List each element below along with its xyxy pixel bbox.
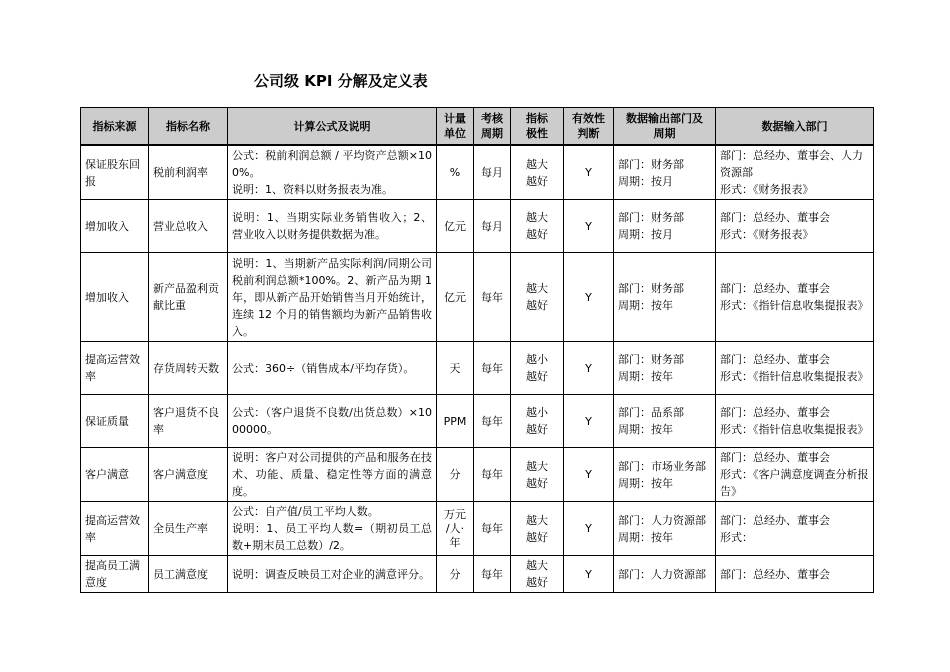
header-validity: 有效性 判断 <box>564 108 614 146</box>
cell-polarity: 越小 越好 <box>511 395 564 448</box>
header-name: 指标名称 <box>149 108 228 146</box>
cell-source: 保证质量 <box>81 395 149 448</box>
table-row <box>81 342 874 395</box>
cell-validity: Y <box>564 448 614 502</box>
cell-input: 部门：总经办、董事会 形式：《客户满意度调查分析报告》 <box>716 448 874 502</box>
cell-output: 部门：财务部 周期：按月 <box>614 145 716 200</box>
cell-unit: 分 <box>437 448 474 502</box>
cell-name: 全员生产率 <box>149 502 228 556</box>
cell-period: 每月 <box>474 145 511 200</box>
cell-name: 新产品盈利贡献比重 <box>149 253 228 342</box>
cell-period: 每年 <box>474 253 511 342</box>
cell-unit: % <box>437 145 474 200</box>
cell-name: 税前利润率 <box>149 145 228 200</box>
header-period: 考核 周期 <box>474 108 511 146</box>
cell-output: 部门：人力资源部 <box>614 556 716 593</box>
header-row <box>81 108 874 146</box>
header-unit: 计量 单位 <box>437 108 474 146</box>
cell-name: 客户退货不良率 <box>149 395 228 448</box>
cell-source: 保证股东回报 <box>81 145 149 200</box>
cell-unit: 亿元 <box>437 253 474 342</box>
cell-output: 部门：市场业务部 周期：按年 <box>614 448 716 502</box>
header-polarity: 指标 极性 <box>511 108 564 146</box>
cell-period: 每年 <box>474 448 511 502</box>
cell-period: 每年 <box>474 395 511 448</box>
table-row <box>81 395 874 448</box>
cell-input: 部门：总经办、董事会 形式：《指针信息收集提报表》 <box>716 395 874 448</box>
cell-output: 部门：人力资源部 周期：按年 <box>614 502 716 556</box>
cell-formula: 公式：360÷（销售成本/平均存货）。 <box>228 342 437 395</box>
cell-output: 部门：财务部 周期：按年 <box>614 253 716 342</box>
cell-name: 营业总收入 <box>149 200 228 253</box>
header-input: 数据输入部门 <box>716 108 874 146</box>
cell-polarity: 越大 越好 <box>511 200 564 253</box>
cell-polarity: 越大 越好 <box>511 502 564 556</box>
cell-period: 每年 <box>474 556 511 593</box>
cell-polarity: 越大 越好 <box>511 253 564 342</box>
cell-period: 每年 <box>474 502 511 556</box>
cell-formula: 说明：客户对公司提供的产品和服务在技术、功能、质量、稳定性等方面的满意度。 <box>228 448 437 502</box>
cell-unit: 天 <box>437 342 474 395</box>
cell-name: 存货周转天数 <box>149 342 228 395</box>
document-title: 公司级 KPI 分解及定义表 <box>254 72 428 90</box>
cell-formula: 公式：税前利润总额 / 平均资产总额×100%。 说明：1、资料以财务报表为准。 <box>228 145 437 200</box>
cell-output: 部门：财务部 周期：按年 <box>614 342 716 395</box>
cell-formula: 公式：（客户退货不良数/出货总数）×1000000。 <box>228 395 437 448</box>
cell-validity: Y <box>564 556 614 593</box>
table-row <box>81 502 874 556</box>
cell-name: 员工满意度 <box>149 556 228 593</box>
cell-source: 客户满意 <box>81 448 149 502</box>
cell-period: 每年 <box>474 342 511 395</box>
cell-input: 部门：总经办、董事会 形式：《指针信息收集提报表》 <box>716 342 874 395</box>
cell-source: 增加收入 <box>81 253 149 342</box>
table-row <box>81 556 874 593</box>
cell-formula: 公式：自产值/员工平均人数。 说明：1、员工平均人数=（期初员工总数+期末员工总数）/2。 <box>228 502 437 556</box>
cell-source: 增加收入 <box>81 200 149 253</box>
cell-name: 客户满意度 <box>149 448 228 502</box>
cell-validity: Y <box>564 342 614 395</box>
cell-source: 提高运营效率 <box>81 502 149 556</box>
cell-period: 每月 <box>474 200 511 253</box>
table-row <box>81 253 874 342</box>
table-row <box>81 145 874 200</box>
cell-formula: 说明：1、当期新产品实际利润/同期公司税前利润总额*100%。2、新产品为期 1 年，即从新产品开始销售当月开始统计，连续 12 个月的销售额均为新产品销售收入。 <box>228 253 437 342</box>
header-source: 指标来源 <box>81 108 149 146</box>
header-output: 数据输出部门及 周期 <box>614 108 716 146</box>
cell-unit: 分 <box>437 556 474 593</box>
table-row <box>81 448 874 502</box>
cell-output: 部门：品系部 周期：按年 <box>614 395 716 448</box>
kpi-table <box>80 107 874 593</box>
cell-unit: 亿元 <box>437 200 474 253</box>
cell-validity: Y <box>564 253 614 342</box>
cell-formula: 说明：调查反映员工对企业的满意评分。 <box>228 556 437 593</box>
cell-validity: Y <box>564 502 614 556</box>
cell-source: 提高员工满意度 <box>81 556 149 593</box>
cell-polarity: 越大 越好 <box>511 448 564 502</box>
cell-input: 部门：总经办、董事会 形式： <box>716 502 874 556</box>
cell-polarity: 越大 越好 <box>511 556 564 593</box>
cell-validity: Y <box>564 200 614 253</box>
cell-output: 部门：财务部 周期：按月 <box>614 200 716 253</box>
cell-unit: PPM <box>437 395 474 448</box>
cell-unit: 万元 /人· 年 <box>437 502 474 556</box>
table-row <box>81 200 874 253</box>
cell-input: 部门：总经办、董事会 <box>716 556 874 593</box>
cell-input: 部门：总经办、董事会、人力资源部 形式：《财务报表》 <box>716 145 874 200</box>
cell-polarity: 越大 越好 <box>511 145 564 200</box>
cell-input: 部门：总经办、董事会 形式：《财务报表》 <box>716 200 874 253</box>
cell-validity: Y <box>564 395 614 448</box>
header-formula: 计算公式及说明 <box>228 108 437 146</box>
cell-validity: Y <box>564 145 614 200</box>
cell-formula: 说明：1、当期实际业务销售收入；2、营业收入以财务提供数据为准。 <box>228 200 437 253</box>
cell-input: 部门：总经办、董事会 形式：《指针信息收集提报表》 <box>716 253 874 342</box>
cell-source: 提高运营效率 <box>81 342 149 395</box>
cell-polarity: 越小 越好 <box>511 342 564 395</box>
